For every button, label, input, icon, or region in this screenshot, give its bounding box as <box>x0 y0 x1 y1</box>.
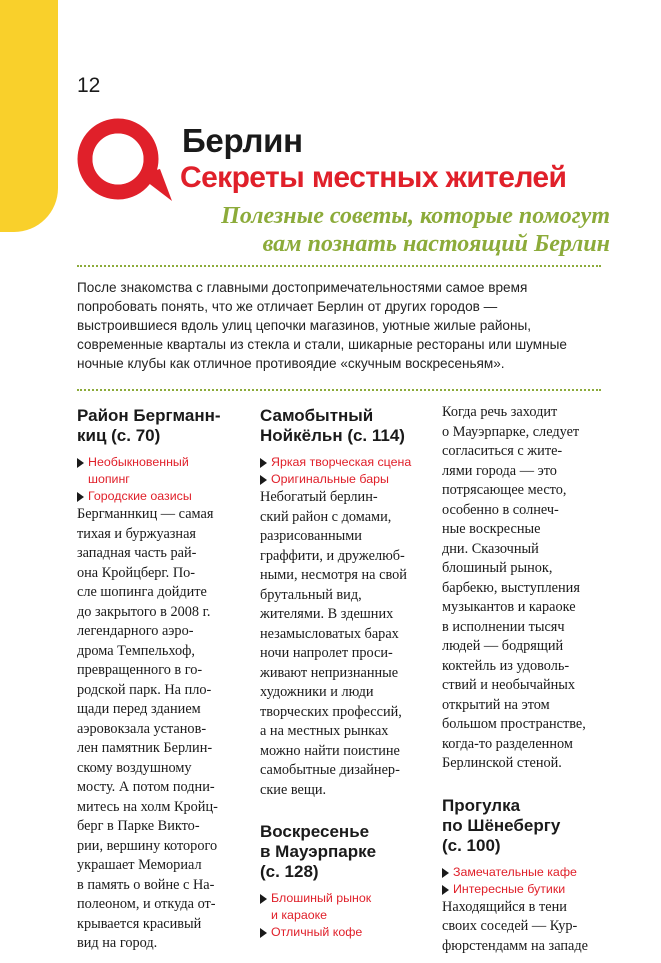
text-line: Самобытный <box>260 406 374 425</box>
section-heading-neukoelln <box>260 406 420 446</box>
column-3 <box>442 406 604 956</box>
text-line: незамысловатых барах <box>260 625 399 642</box>
highlight-bullet: Необыкновенный шопинг <box>77 454 242 488</box>
text-line: Нойкёльн (с. 114) <box>260 426 405 445</box>
section-body-neukoelln <box>260 488 420 800</box>
text-line: до закрытого в 2008 г. <box>77 603 211 620</box>
text-line: а на местных рынках <box>260 723 389 739</box>
text-line: ский район с домами, <box>260 508 392 525</box>
text-line: аэровокзала установ- <box>77 720 207 737</box>
text-line: большом пространстве, <box>442 716 586 732</box>
page-subtitle: Секреты местных жителей <box>180 161 567 194</box>
intro-line: современные кварталы из стекла и стали, шикарные рестораны или шумные <box>77 337 567 352</box>
text-line: (с. 100) <box>442 835 501 855</box>
text-line: разрисованными <box>260 528 362 544</box>
text-line: тихая и буржуазная <box>77 525 197 542</box>
text-line: в память о войне с На- <box>77 876 215 893</box>
text-line: о Мауэрпарке, следует <box>442 423 580 440</box>
text-line: Бергманнкиц — самая <box>77 506 214 522</box>
text-line: западная часть рай- <box>77 545 197 561</box>
text-line: открытий на этом <box>442 696 550 713</box>
text-line: ствий и необычайных <box>442 677 576 693</box>
text-line: ные воскресные <box>442 521 541 537</box>
text-line: согласиться с жите- <box>442 443 563 459</box>
tagline-line: вам познать настоящий Берлин <box>262 231 610 257</box>
highlight-bullet: Блошиный рынок и караоке <box>260 890 420 924</box>
section-body-schoeneberg <box>442 898 604 957</box>
text-line: самобытные дизайнер- <box>260 762 400 778</box>
text-line: полеоном, и откуда от- <box>77 896 216 912</box>
highlight-bullet: Отличный кофе <box>260 924 420 941</box>
text-line: сле шопинга дойдите <box>77 584 207 600</box>
text-line: когда-то разделенном <box>442 735 573 752</box>
dotted-divider-top <box>77 265 601 267</box>
text-line: Находящийся в тени <box>442 898 567 915</box>
intro-paragraph <box>77 278 601 373</box>
text-line: ские вещи. <box>260 781 327 798</box>
text-line: Берлинской стеной. <box>442 755 562 771</box>
speech-bubble-icon <box>76 117 172 203</box>
text-line: берг в Парке Викто- <box>77 818 200 834</box>
text-line: родской парк. На пло- <box>77 681 212 698</box>
tagline <box>130 202 610 258</box>
section-heading-mauerpark <box>260 822 420 882</box>
text-line: брутальный вид, <box>260 586 362 603</box>
text-line: граффити, и дружелюб- <box>260 547 405 564</box>
text-line: рии, вершину которого <box>77 837 218 854</box>
highlight-bullet: Замечательные кафе <box>442 864 604 881</box>
intro-line: попробовать понять, что же отличает Берлин от других городов — <box>77 299 498 314</box>
text-line: украшает Мемориал <box>77 857 202 873</box>
text-line: людей — бодрящий <box>442 638 564 654</box>
text-line: музыкантов и караоке <box>442 599 576 615</box>
text-line: коктейль из удоволь- <box>442 657 570 674</box>
dotted-divider-bottom <box>77 389 601 391</box>
text-line: киц (с. 70) <box>77 426 161 445</box>
text-line: лями города — это <box>442 462 557 479</box>
page-title: Берлин <box>182 122 303 159</box>
page-number: 12 <box>77 74 101 97</box>
text-line: блошиный рынок, <box>442 560 553 576</box>
text-line: творческих профессий, <box>260 703 402 720</box>
text-line: барбекю, выступления <box>442 579 580 596</box>
text-line: вид на город. <box>77 935 158 951</box>
text-line: жителями. В здешних <box>260 606 394 622</box>
section-heading-schoeneberg <box>442 796 604 856</box>
text-line: ными, несмотря на свой <box>260 567 407 583</box>
text-line: митесь на холм Кройц- <box>77 798 218 815</box>
text-line: живают непризнанные <box>260 664 399 681</box>
text-line: в Мауэрпарке <box>260 842 377 861</box>
text-line: потрясающее место, <box>442 482 567 498</box>
text-line: дни. Сказочный <box>442 540 539 557</box>
text-line: фюрстендамм на западе <box>442 937 588 954</box>
column-1 <box>77 406 242 954</box>
section-heading-bergmannkiez <box>77 406 242 446</box>
highlight-bullet: Оригинальные бары <box>260 471 420 488</box>
text-line: превращенного в го- <box>77 662 203 678</box>
text-line: лен памятник Берлин- <box>77 740 213 756</box>
text-line: особенно в солнеч- <box>442 501 559 518</box>
text-line: крывается красивый <box>77 915 202 932</box>
text-line: она Кройцберг. По- <box>77 564 196 581</box>
highlight-bullet: Городские оазисы <box>77 488 242 505</box>
intro-line: выстроившиеся вдоль улиц цепочки магазинов, уютные жилые районы, <box>77 318 532 333</box>
intro-line: ночные клубы как отличное противоядие «скучным воскресеньям». <box>77 356 505 371</box>
text-line: Район Бергманн- <box>77 406 221 425</box>
text-line: Небогатый берлин- <box>260 489 378 505</box>
text-line: художники и люди <box>260 684 374 700</box>
text-line: ночи напролет проси- <box>260 645 393 661</box>
text-line: скому воздушному <box>77 759 192 776</box>
text-line: можно найти поистине <box>260 742 400 759</box>
tagline-line: Полезные советы, которые помогут <box>221 203 610 229</box>
text-line: дрома Темпельхоф, <box>77 642 195 659</box>
text-line: Когда речь заходит <box>442 404 558 420</box>
text-line: Воскресенье <box>260 822 370 841</box>
text-line: в исполнении тысяч <box>442 618 565 635</box>
text-line: по Шёнебергу <box>442 815 561 835</box>
text-line: (с. 128) <box>260 862 319 881</box>
text-line: легендарного аэро- <box>77 623 194 639</box>
section-body-mauerpark <box>442 403 604 774</box>
column-2 <box>260 406 420 941</box>
text-line: своих соседей — Кур- <box>442 918 578 934</box>
highlight-bullet: Яркая творческая сцена <box>260 454 420 471</box>
yellow-page-tab <box>0 0 58 232</box>
highlight-bullet: Интересные бутики <box>442 881 604 898</box>
intro-line: После знакомства с главными достопримечательностями самое время <box>77 280 528 295</box>
section-body-bergmannkiez <box>77 505 242 954</box>
text-line: мосту. А потом подни- <box>77 779 215 795</box>
text-line: Прогулка <box>442 795 521 815</box>
text-line: щади перед зданием <box>77 701 201 717</box>
